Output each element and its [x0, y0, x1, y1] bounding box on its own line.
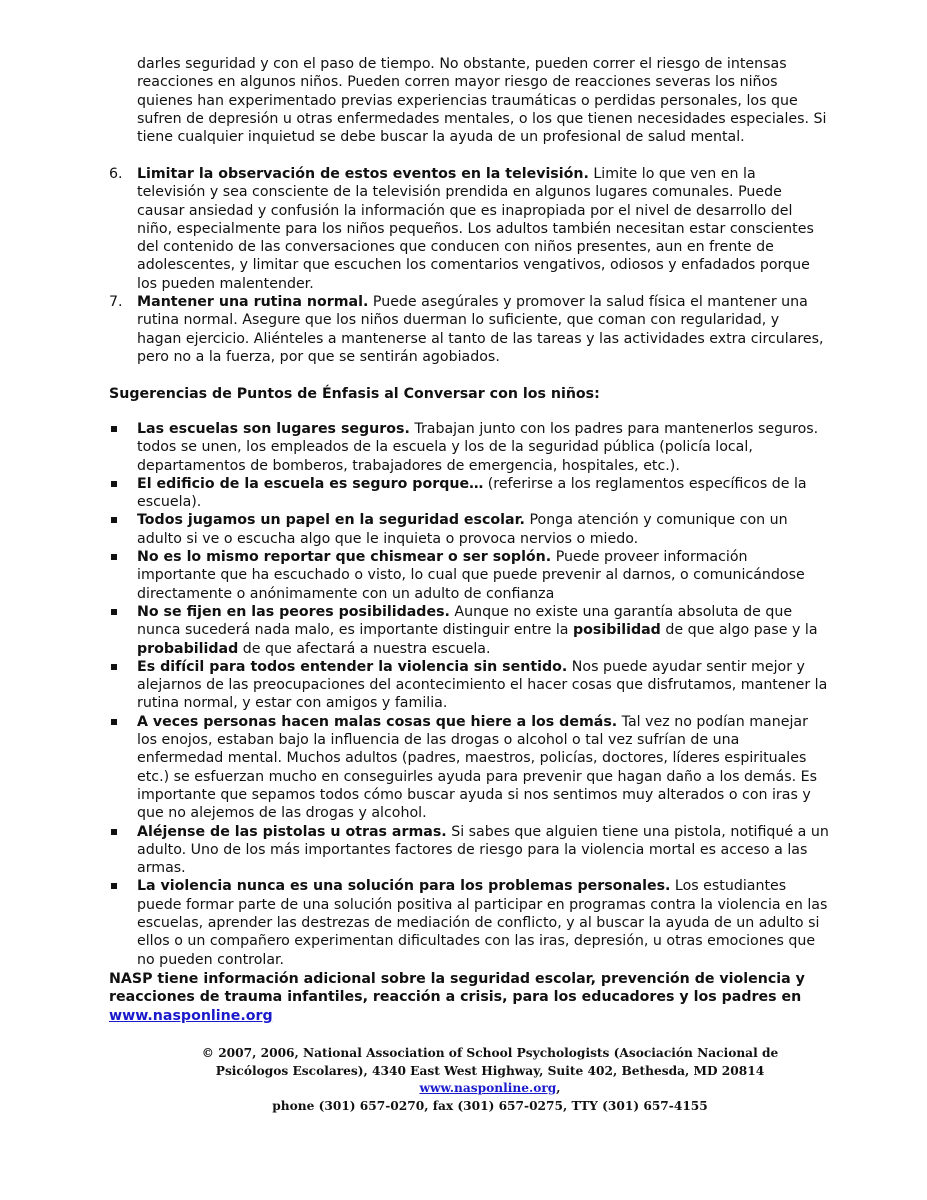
- bullet-heading: No es lo mismo reportar que chismear o ser soplón.: [137, 549, 552, 566]
- closing-note: [109, 970, 829, 1025]
- list-item: [109, 475, 829, 512]
- list-item: [109, 713, 829, 823]
- list-item: [109, 823, 829, 878]
- bullet-square-icon: [111, 664, 117, 670]
- bullet-text: Trabajan junto con los padres para mantenerlos seguros. todos se unen, los empleados de la escuela y los de la seguridad pública (policía local, departamentos de bomberos, trabajadores de emergencia, hospitales, etc.).: [137, 421, 819, 474]
- bullet-heading: Es difícil para todos entender la violencia sin sentido.: [137, 658, 568, 675]
- bullet-heading: Las escuelas son lugares seguros.: [137, 421, 410, 437]
- bullet-heading: El edificio de la escuela es seguro porque…: [137, 475, 484, 492]
- bullet-text: Tal vez no podían manejar los enojos, estaban bajo la influencia de las drogas o alcohol o tal vez sufrían de una enfermedad mental. Muchos adultos (padres, maestros, policías, doctores, líderes espirituales etc.) se esfuerzan mucho en conseguirles ayuda para prevenir que hagan daño a los demás. Es importante que sepamos todos cómo buscar ayuda si nos sentimos muy alterados o con iras y que no alejemos de las drogas y alcohol.: [137, 713, 817, 822]
- footer-address: © 2007, 2006, National Association of School Psychologists (Asociación Nacional de Psicólogos Escolares), 4340 East West Highway, Suite 402, Bethesda, MD 20814: [201, 1046, 779, 1078]
- bullet-text: (referirse a los reglamentos específicos de la escuela).: [137, 475, 807, 511]
- section-heading: Sugerencias de Puntos de Énfasis al Conversar con los niños:: [109, 386, 600, 402]
- bullet-text: Ponga atención y comunique con un adulto si ve o escucha algo que le inquieta o provoca nervios o miedo.: [137, 512, 788, 547]
- bullet-square-icon: [111, 481, 117, 487]
- bullet-emphasis: probabilidad: [137, 640, 239, 657]
- bullet-square-icon: [111, 517, 117, 523]
- bullet-heading: Aléjense de las pistolas u otras armas.: [137, 823, 447, 840]
- bullet-text: Los estudiantes puede formar parte de una solución positiva al participar en programas contra la violencia en las escuelas, aprender las destrezas de mediación de conflicto, y al buscar la ayuda de un adulto si ellos o un compañero experimentan dificultades con las iras, depresión, u otras emociones que no pueden controlar.: [137, 878, 828, 968]
- item-number: 6.: [109, 166, 123, 182]
- bullet-square-icon: [111, 426, 117, 432]
- bullet-heading: Todos jugamos un papel en la seguridad escolar.: [137, 512, 525, 529]
- list-item-7: [109, 293, 829, 366]
- nasp-link[interactable]: www.nasponline.org: [109, 1007, 273, 1024]
- item-number: 7.: [109, 294, 123, 310]
- item-heading: Limitar la observación de estos eventos en la televisión.: [137, 166, 589, 182]
- bullet-square-icon: [111, 883, 117, 889]
- bullet-heading: A veces personas hacen malas cosas que hiere a los demás.: [137, 713, 618, 730]
- list-item-6: [109, 165, 829, 293]
- item-text: Puede asegúrales y promover la salud física el mantener una rutina normal. Asegure que los niños duerman lo suficiente, que coman con regularidad, y hagan ejercicio. Aliénteles a mantenerse al tanto de las tareas y las actividades extra circulares, pero no a la fuerza, por que se sentirán agobiados.: [137, 294, 824, 365]
- list-item: [109, 420, 829, 475]
- list-item: [109, 603, 829, 658]
- footer-phone: phone (301) 657-0270, fax (301) 657-0275, TTY (301) 657-4155: [272, 1098, 708, 1113]
- bullet-square-icon: [111, 719, 117, 725]
- item-text: Limite lo que ven en la televisión y sea consciente de la televisión prendida en algunos lugares comunales. Puede causar ansiedad y confusión la información que es inapropiada por el nivel de desarrollo del niño, especialmente para los niños pequeños. Los adultos también necesitan estar conscientes del contenido de las conversaciones que conducen con niños presentes, aun en frente de adolescentes, y limitar que escuchen los comentarios vengativos, odiosos y enfadados porque los pueden malentender.: [137, 166, 814, 292]
- talking-points-list: [109, 420, 829, 969]
- bullet-text: Nos puede ayudar sentir mejor y alejarnos de las preocupaciones del acontecimiento el hacer cosas que disfrutamos, mantener la rutina normal, y estar con amigos y familia.: [137, 658, 828, 712]
- list-item: [109, 658, 829, 713]
- bullet-text: Puede proveer información importante que ha escuchado o visto, lo cual que puede prevenir al darnos, o comunicándose directamente o anónimamente con un adulto de confianza: [137, 549, 805, 602]
- bullet-text: de que afectará a nuestra escuela.: [238, 640, 491, 657]
- bullet-square-icon: [111, 829, 117, 835]
- bullet-heading: La violencia nunca es una solución para los problemas personales.: [137, 878, 671, 895]
- bullet-square-icon: [111, 609, 117, 615]
- bullet-text: Si sabes que alguien tiene una pistola, notifiqué a un adulto. Uno de los más importantes factores de riesgo para la violencia mortal es acceso a las armas.: [137, 823, 829, 877]
- bullet-text: Aunque no existe una garantía absoluta de que nunca sucederá nada malo, es importante distinguir entre la: [137, 603, 793, 639]
- list-item: [109, 877, 829, 968]
- list-item: [109, 548, 829, 603]
- footer-comma: ,: [556, 1081, 561, 1095]
- item-heading: Mantener una rutina normal.: [137, 294, 369, 310]
- list-item: [109, 511, 829, 548]
- bullet-text: de que algo pase y la: [660, 622, 818, 639]
- copyright-footer: [170, 1045, 810, 1115]
- bullet-emphasis: posibilidad: [572, 622, 661, 639]
- closing-text: NASP tiene información adicional sobre la seguridad escolar, prevención de violencia y reacciones de trauma infantiles, reacción a crisis, para los educadores y los padres en: [109, 971, 805, 1006]
- bullet-square-icon: [111, 554, 117, 560]
- bullet-heading: No se fijen en las peores posibilidades.: [137, 603, 450, 620]
- intro-continuation: darles seguridad y con el paso de tiempo. No obstante, pueden correr el riesgo de intensas reacciones en algunos niños. Pueden corren mayor riesgo de reacciones severas los niños quienes han experimentado previas experiencias traumáticas o perdidas personales, los que sufren de depresión u otras enfermedades mentales, o los que tienen necesidades especiales. Si tiene cualquier inquietud se debe buscar la ayuda de un profesional de salud mental.: [137, 56, 827, 146]
- footer-link[interactable]: www.nasponline.org: [419, 1081, 557, 1095]
